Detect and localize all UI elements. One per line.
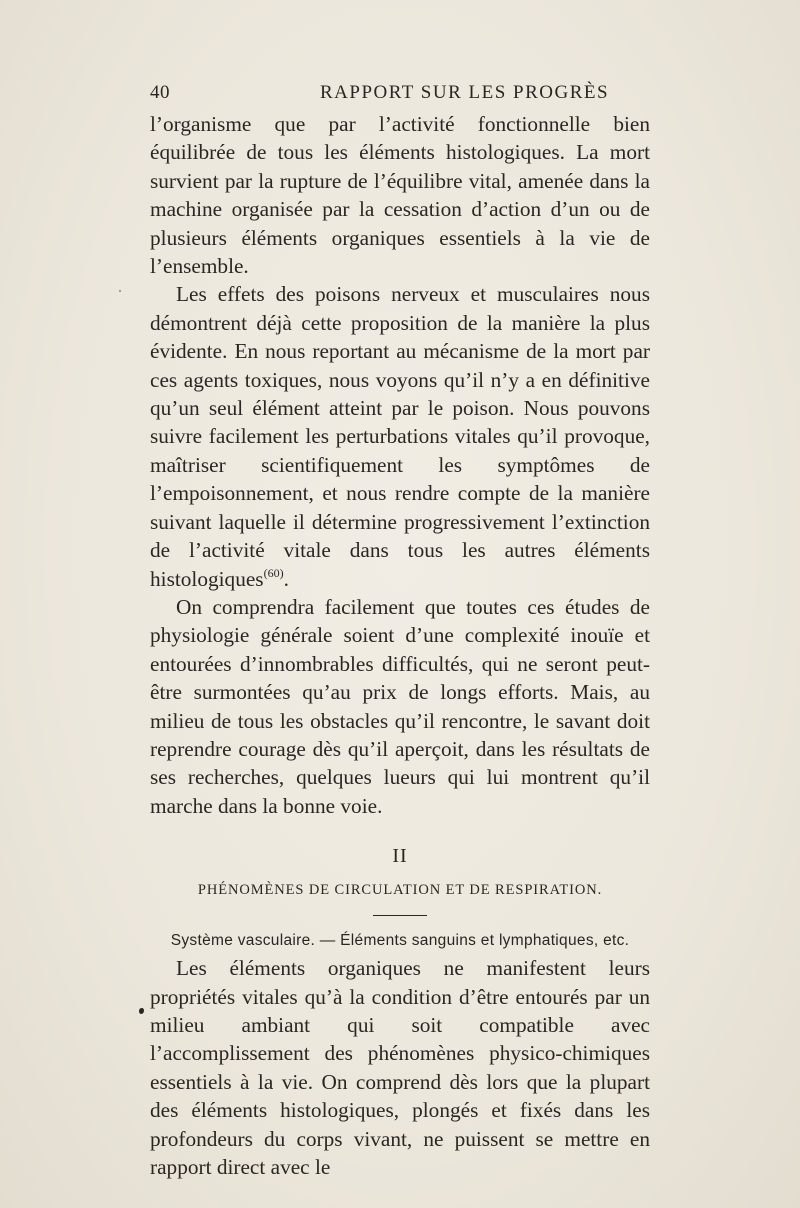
- paragraph-poisons: [150, 280, 650, 592]
- footnote-reference[interactable]: (60): [263, 565, 284, 580]
- ink-speck: [139, 1008, 144, 1014]
- section-number: II: [392, 845, 408, 868]
- page-number: 40: [150, 82, 170, 103]
- paragraph-continuation: l’organisme que par l’activité fonctionnelle bien équilibrée de tous les éléments histologiques. La mort survient par la rupture de l’équilibre vital, amenée dans la machine organisée par la cessation d’action d’un ou de plusieurs éléments organiques essentiels à la vie de l’ensemble.: [150, 112, 650, 279]
- paper-blemish: [119, 290, 121, 292]
- paragraph-poisons-text: Les effets des poisons nerveux et musculaires nous démontrent déjà cette proposition de la manière la plus évidente. En nous reportant au mécanisme de la mort par ces agents toxiques, nous voyons qu’il n’y a en définitive qu’un seul élément atteint par le poison. Nous pouvons suivre facilement les perturbations vitales qu’il provoque, maîtriser scientifiquement les symptômes de l’empoisonnement, et nous rendre compte de la manière suivant laquelle il détermine progressivement l’extinction de l’activité vitale dans tous les autres éléments histologiques: [150, 282, 650, 591]
- page-header: [150, 82, 650, 108]
- section-subtitle: Système vasculaire. — Éléments sanguins et lymphatiques, etc.: [170, 932, 630, 950]
- paragraph-poisons-end: .: [283, 566, 289, 591]
- paragraph-section-opening: Les éléments organiques ne manifestent leurs propriétés vitales qu’à la condition d’être entourés par un milieu ambiant qui soit compatible avec l’accomplissement des phénomènes physico-chimiques essentiels à la vie. On comprend dès lors que la plupart des éléments histologiques, plongés et fixés dans les profondeurs du corps vivant, ne puissent se mettre en rapport direct avec le: [150, 956, 650, 1179]
- body-text: [150, 110, 650, 1181]
- paragraph-difficulties: On comprendra facilement que toutes ces études de physiologie générale soient d’une complexité inouïe et entourées d’innombrables difficultés, qui ne seront peut-être surmontées qu’au prix de longs efforts. Mais, au milieu de tous les obstacles qu’il rencontre, le savant doit reprendre courage dès qu’il aperçoit, dans les résultats de ses recherches, quelques lueurs qui lui montrent qu’il marche dans la bonne voie.: [150, 594, 650, 818]
- section-divider: [373, 915, 427, 916]
- running-head: RAPPORT SUR LES PROGRÈS: [320, 82, 610, 103]
- section-title: PHÉNOMÈNES DE CIRCULATION ET DE RESPIRATION.: [197, 882, 603, 899]
